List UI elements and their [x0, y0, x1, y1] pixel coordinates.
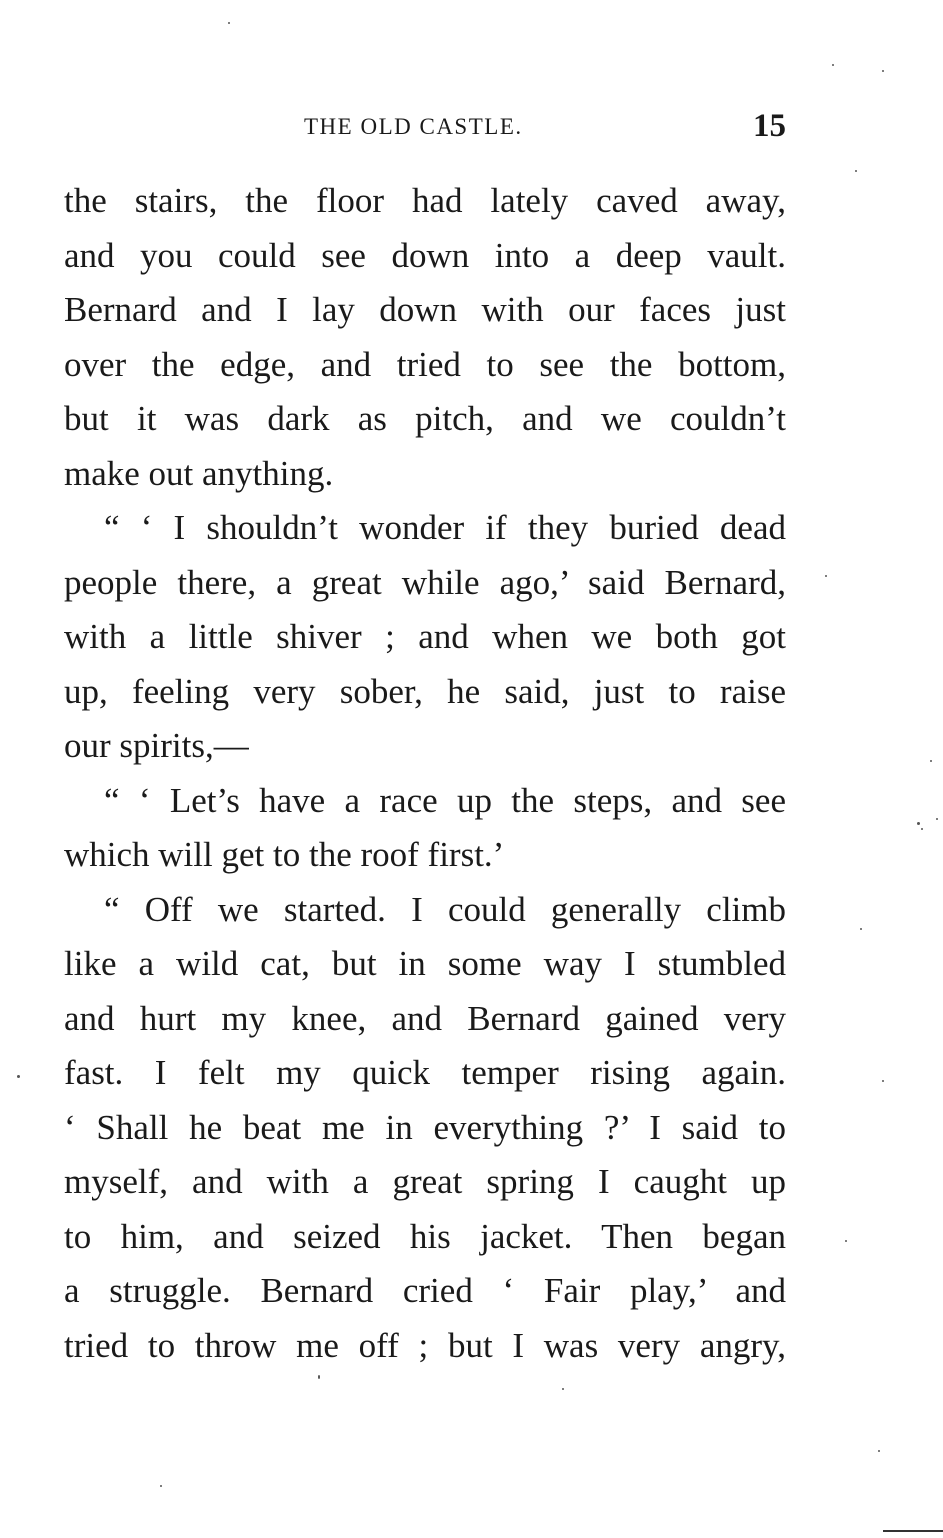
text-line: and you could see down into a deep vault. [64, 235, 786, 275]
text-line: myself, and with a great spring I caught up [64, 1162, 786, 1201]
text-line: our spirits,— [64, 726, 249, 765]
text-line: a struggle. Bernard cried ‘ Fair play,’ and [64, 1271, 786, 1310]
text-line: “ ‘ Let’s have a race up the steps, and see [104, 780, 786, 820]
body-text [64, 174, 786, 1373]
text-line: which will get to the roof first.’ [64, 835, 505, 874]
text-line: “ Off we started. I could generally climb [104, 889, 786, 929]
page-number: 15 [753, 108, 786, 144]
text-line: up, feeling very sober, he said, just to raise [64, 671, 786, 711]
running-title: THE OLD CASTLE. [304, 114, 523, 139]
corner-mark [883, 1530, 943, 1532]
text-line: but it was dark as pitch, and we couldn’t [64, 399, 786, 438]
text-line: people there, a great while ago,’ said Bernard, [64, 562, 786, 602]
text-line: fast. I felt my quick temper rising again. [64, 1053, 786, 1092]
running-head [64, 108, 786, 148]
text-line: to him, and seized his jacket. Then began [64, 1216, 786, 1256]
text-line: like a wild cat, but in some way I stumbled [64, 944, 786, 983]
text-line: tried to throw me off ; but I was very angry, [64, 1325, 786, 1365]
text-line: ‘ Shall he beat me in everything ?’ I said to [64, 1107, 786, 1147]
text-line: “ ‘ I shouldn’t wonder if they buried dead [104, 508, 786, 547]
text-line: make out anything. [64, 453, 334, 493]
text-line: and hurt my knee, and Bernard gained very [64, 998, 786, 1038]
text-line: the stairs, the floor had lately caved away, [64, 181, 786, 220]
text-line: Bernard and I lay down with our faces just [64, 290, 786, 329]
text-line: over the edge, and tried to see the bottom, [64, 344, 786, 384]
text-line: with a little shiver ; and when we both got [64, 617, 786, 656]
